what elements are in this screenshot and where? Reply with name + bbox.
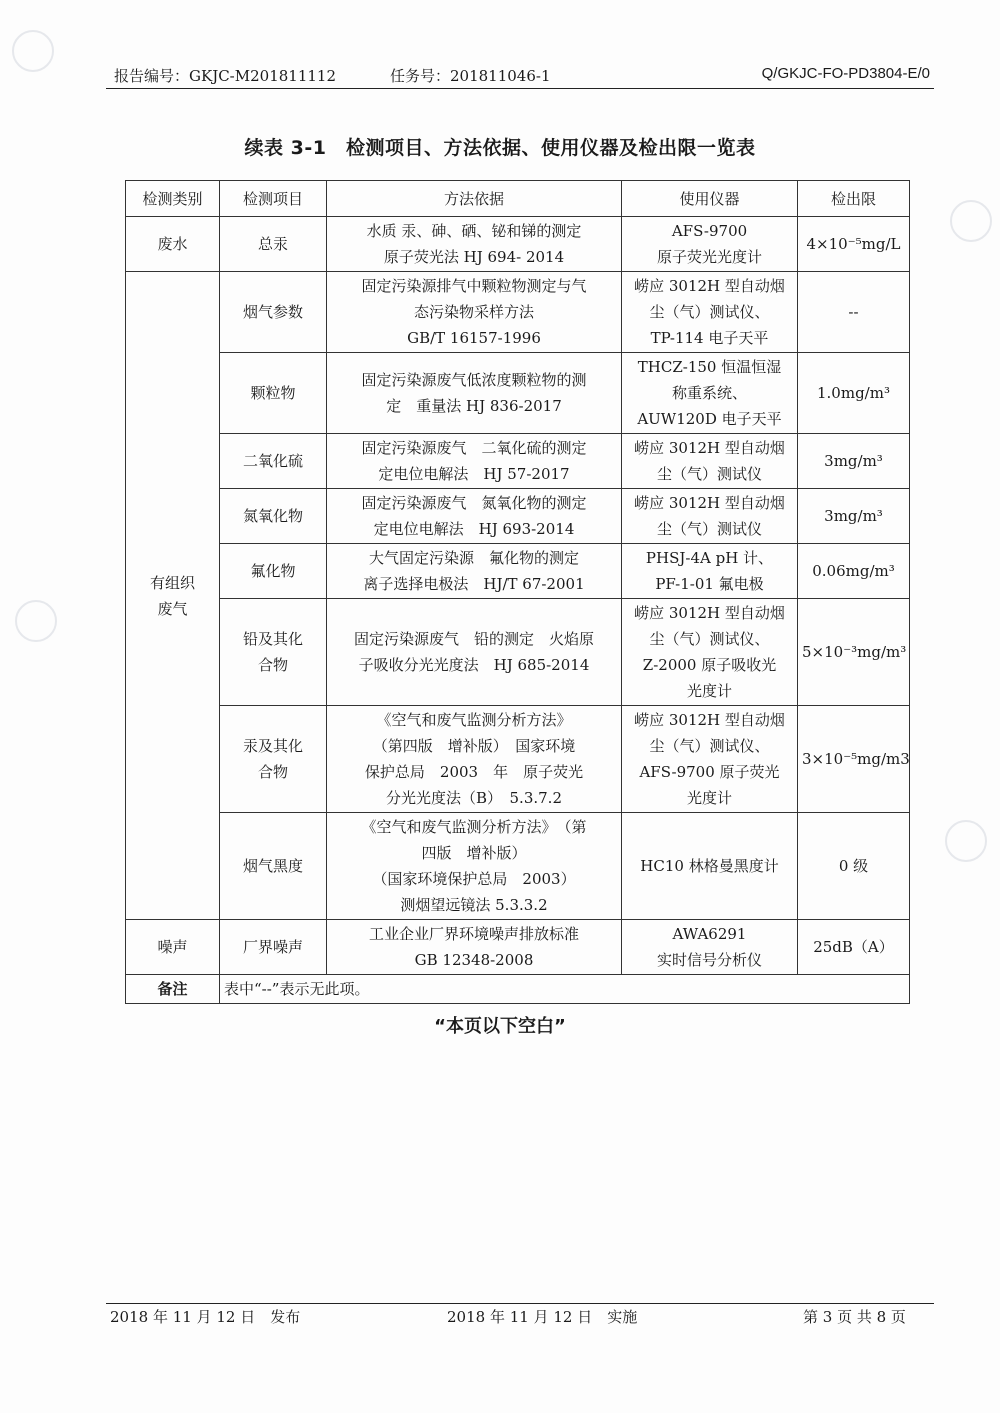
instrument-cell-line: 崂应 3012H 型自动烟	[634, 494, 785, 512]
method-cell-line: 《空气和废气监测分析方法》 （第	[361, 818, 587, 836]
item-cell: 烟气参数	[220, 272, 327, 353]
instrument-cell-line: THCZ-150 恒温恒湿	[637, 358, 782, 376]
table-row	[126, 706, 910, 813]
instrument-cell	[622, 217, 798, 272]
page-header	[106, 62, 934, 89]
instrument-cell-line: 崂应 3012H 型自动烟	[634, 711, 785, 729]
column-header: 检测类别	[126, 181, 220, 217]
instrument-cell-line: AFS-9700	[671, 222, 748, 240]
method-cell-line: （国家环境保护总局 2003）	[372, 870, 576, 888]
method-cell	[327, 217, 622, 272]
column-header: 方法依据	[327, 181, 622, 217]
method-cell-line: 固定污染源废气 二氧化硫的测定	[361, 439, 587, 457]
method-cell-line: 定电位电解法 HJ 693-2014	[373, 520, 575, 538]
limit-cell: 3mg/m³	[798, 434, 910, 489]
instrument-cell-line: 称重系统、	[671, 384, 747, 402]
method-cell	[327, 544, 622, 599]
limit-cell: 4×10⁻⁵mg/L	[798, 217, 910, 272]
table-row	[126, 813, 910, 920]
method-cell-line: 分光光度法（B） 5.3.7.2	[385, 789, 562, 807]
method-cell-line: 原子荧光法 HJ 694- 2014	[383, 248, 565, 266]
table-row	[126, 353, 910, 434]
item-cell: 铅及其化合物	[220, 599, 327, 706]
method-cell-line: 态污染物采样方法	[413, 303, 534, 321]
instrument-cell-line: PHSJ-4A pH 计、	[645, 549, 774, 567]
method-cell-line: 定电位电解法 HJ 57-2017	[378, 465, 570, 483]
item-cell: 总汞	[220, 217, 327, 272]
table-row	[126, 272, 910, 353]
note-row	[126, 975, 910, 1004]
ucas-seal-icon	[12, 30, 54, 72]
ucas-seal-icon	[945, 820, 987, 862]
method-cell	[327, 813, 622, 920]
item-cell: 厂界噪声	[220, 920, 327, 975]
method-cell-line: 大气固定污染源 氟化物的测定	[368, 549, 579, 567]
limit-cell: --	[798, 272, 910, 353]
method-cell-line: 测烟望远镜法 5.3.3.2	[400, 896, 548, 914]
instrument-cell-line: 光度计	[686, 789, 732, 807]
instrument-cell	[622, 434, 798, 489]
instrument-cell-line: PF-1-01 氟电极	[655, 575, 764, 593]
instrument-cell	[622, 544, 798, 599]
document-code: Q/GKJC-FO-PD3804-E/0	[761, 65, 930, 82]
instrument-cell-line: 尘（气）测试仪	[656, 520, 762, 538]
method-cell-line: 水质 汞、砷、硒、铋和锑的测定	[366, 222, 582, 240]
method-cell-line: GB/T 16157-1996	[407, 329, 541, 347]
limit-cell: 0 级	[798, 813, 910, 920]
instrument-cell-line: Z-2000 原子吸收光	[642, 656, 777, 674]
instrument-cell-line: 崂应 3012H 型自动烟	[634, 439, 785, 457]
category-cell: 废水	[126, 217, 220, 272]
method-cell-line: 离子选择电极法 HJ/T 67-2001	[363, 575, 585, 593]
item-cell: 颗粒物	[220, 353, 327, 434]
category-cell: 有组织废气	[126, 272, 220, 920]
column-header: 检测项目	[220, 181, 327, 217]
item-cell: 氮氧化物	[220, 489, 327, 544]
column-header: 检出限	[798, 181, 910, 217]
instrument-cell-line: 光度计	[686, 682, 732, 700]
instrument-cell-line: 尘（气）测试仪、	[649, 303, 770, 321]
table-row	[126, 434, 910, 489]
ucas-seal-icon	[15, 600, 57, 642]
item-cell: 汞及其化合物	[220, 706, 327, 813]
table-row	[126, 544, 910, 599]
page-number: 第 3 页 共 8 页	[803, 1308, 906, 1326]
method-cell	[327, 599, 622, 706]
instrument-cell-line: 尘（气）测试仪、	[649, 630, 770, 648]
note-text: 表中“--”表示无此项。	[220, 975, 910, 1004]
instrument-cell	[622, 489, 798, 544]
implement-date: 2018 年 11 月 12 日 实施	[447, 1308, 638, 1326]
ucas-seal-icon	[950, 200, 992, 242]
publish-date: 2018 年 11 月 12 日 发布	[110, 1308, 301, 1326]
task-number: 任务号：201811046-1	[390, 67, 551, 85]
method-cell-line: GB 12348-2008	[414, 951, 534, 969]
table-row	[126, 489, 910, 544]
note-label: 备注	[126, 975, 220, 1004]
instrument-cell	[622, 920, 798, 975]
item-cell: 烟气黑度	[220, 813, 327, 920]
item-cell: 氟化物	[220, 544, 327, 599]
limit-cell: 1.0mg/m³	[798, 353, 910, 434]
instrument-cell-line: 原子荧光光度计	[656, 248, 762, 266]
limit-cell: 3mg/m³	[798, 489, 910, 544]
limit-cell: 3×10⁻⁵mg/m3	[798, 706, 910, 813]
blank-below-note: “本页以下空白”	[434, 1016, 566, 1037]
method-cell-line: 保护总局 2003 年 原子荧光	[364, 763, 584, 781]
column-header: 使用仪器	[622, 181, 798, 217]
method-cell-line: 固定污染源废气 氮氧化物的测定	[361, 494, 587, 512]
instrument-cell	[622, 353, 798, 434]
method-cell-line: 固定污染源废气 铅的测定 火焰原	[353, 630, 594, 648]
instrument-cell	[622, 813, 798, 920]
method-cell-line: 四版 增补版）	[421, 844, 527, 862]
detection-methods-table	[125, 180, 910, 1004]
instrument-cell-line: HC10 林格曼黑度计	[640, 857, 779, 875]
instrument-cell-line: AWA6291	[672, 925, 747, 943]
table-header-row	[126, 181, 910, 217]
instrument-cell-line: 尘（气）测试仪	[656, 465, 762, 483]
table-row	[126, 217, 910, 272]
method-cell-line: 定 重量法 HJ 836-2017	[386, 397, 562, 415]
table-title: 续表 3-1 检测项目、方法依据、使用仪器及检出限一览表	[244, 137, 756, 159]
limit-cell: 5×10⁻³mg/m³	[798, 599, 910, 706]
instrument-cell-line: AFS-9700 原子荧光	[639, 763, 780, 781]
instrument-cell-line: 实时信号分析仪	[656, 951, 762, 969]
table-row	[126, 599, 910, 706]
table-row	[126, 920, 910, 975]
method-cell-line: 固定污染源废气低浓度颗粒物的测	[361, 371, 587, 389]
report-number: 报告编号：GKJC-M201811112	[114, 67, 336, 85]
method-cell	[327, 706, 622, 813]
method-cell	[327, 434, 622, 489]
instrument-cell	[622, 706, 798, 813]
method-cell-line: 固定污染源排气中颗粒物测定与气	[361, 277, 587, 295]
instrument-cell	[622, 599, 798, 706]
method-cell-line: 子吸收分光光度法 HJ 685-2014	[358, 656, 590, 674]
instrument-cell-line: AUW120D 电子天平	[637, 410, 782, 428]
instrument-cell-line: 崂应 3012H 型自动烟	[634, 604, 785, 622]
item-cell: 二氧化硫	[220, 434, 327, 489]
instrument-cell	[622, 272, 798, 353]
method-cell-line: 《空气和废气监测分析方法》	[376, 711, 572, 729]
method-cell-line: 工业企业厂界环境噪声排放标准	[368, 925, 579, 943]
limit-cell: 0.06mg/m³	[798, 544, 910, 599]
limit-cell: 25dB（A）	[798, 920, 910, 975]
footer-divider	[106, 1303, 934, 1304]
instrument-cell-line: 崂应 3012H 型自动烟	[634, 277, 785, 295]
method-cell-line: （第四版 增补版） 国家环境	[372, 737, 576, 755]
instrument-cell-line: TP-114 电子天平	[650, 329, 769, 347]
method-cell	[327, 920, 622, 975]
method-cell	[327, 272, 622, 353]
method-cell	[327, 353, 622, 434]
instrument-cell-line: 尘（气）测试仪、	[649, 737, 770, 755]
method-cell	[327, 489, 622, 544]
category-cell: 噪声	[126, 920, 220, 975]
